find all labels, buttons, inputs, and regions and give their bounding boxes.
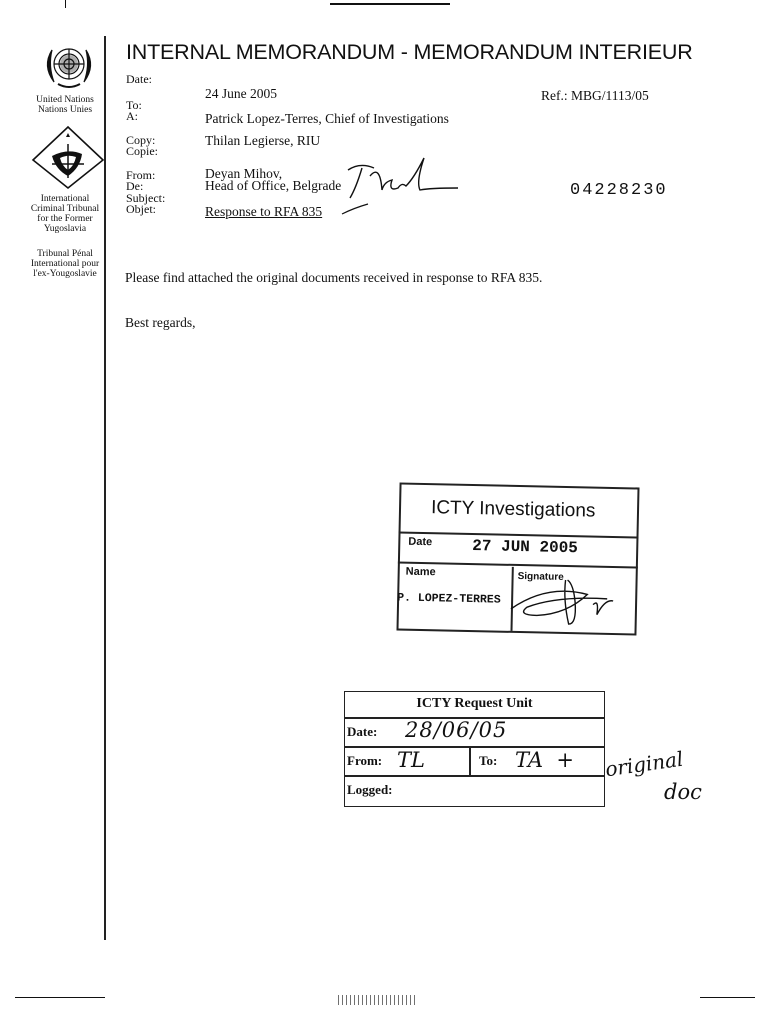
request-unit-date-value: 28/06/05: [405, 718, 508, 742]
body-text: Please find attached the original documents received in response to RFA 835.: [125, 270, 543, 285]
to-value: Patrick Lopez-Terres, Chief of Investigations: [205, 111, 449, 126]
copy-label: Copy:: [126, 133, 156, 147]
scan-mark-top: [330, 3, 450, 5]
tribunal-name-fr-3: l'ex-Yougoslavie: [33, 269, 97, 279]
tribunal-name-en-2: Criminal Tribunal: [30, 204, 100, 214]
un-name-fr: Nations Unies: [37, 105, 93, 115]
document-number: 04228230: [570, 181, 668, 200]
subject-label-fr: Objet:: [126, 202, 156, 216]
request-unit-to-value: TA +: [515, 748, 574, 772]
scan-barcode-fragment: [338, 995, 418, 1005]
tribunal-name-fr-1: Tribunal Pénal: [37, 249, 93, 259]
vertical-divider: [104, 36, 106, 940]
un-name-en: United Nations: [36, 95, 94, 105]
tribunal-name-en-4: Yugoslavia: [43, 224, 87, 234]
request-unit-from-value: TL: [397, 748, 425, 772]
investigations-stamp: [396, 483, 639, 636]
tribunal-name-en-3: for the Former: [37, 214, 93, 224]
closing-text: Best regards,: [125, 315, 196, 330]
request-unit-title: ICTY Request Unit: [416, 696, 533, 711]
date-value: 24 June 2005: [205, 86, 277, 101]
copy-value: Thilan Legierse, RIU: [205, 133, 321, 148]
investigations-name-value: P. LOPEZ-TERRES: [397, 591, 501, 607]
subject-label: Subject:: [126, 191, 166, 205]
from-title: Head of Office, Belgrade: [205, 178, 342, 193]
to-label-fr: A:: [126, 109, 138, 123]
scan-mark-bottom-right: [700, 997, 755, 998]
investigations-date-value: 27 JUN 2005: [472, 537, 579, 558]
investigations-date-label: Date: [408, 535, 433, 549]
scan-mark-bottom-left: [15, 997, 105, 998]
reference-number: Ref.: MBG/1113/05: [541, 88, 649, 103]
request-unit-date-label: Date:: [347, 724, 378, 739]
scan-mark-top-left: [65, 0, 66, 8]
copy-label-fr: Copie:: [126, 144, 158, 158]
un-emblem-icon: [38, 40, 100, 92]
tribunal-name-fr-2: International pour: [30, 259, 100, 269]
sender-signature: [340, 152, 468, 218]
investigations-name-label: Name: [405, 565, 436, 579]
from-label-fr: De:: [126, 179, 144, 193]
investigations-signature: [497, 569, 628, 632]
request-unit-to-label: To:: [479, 753, 498, 768]
investigations-signature-label: Signature: [517, 570, 564, 583]
request-unit-from-label: From:: [347, 753, 383, 768]
handwritten-note-line1: original: [603, 746, 685, 782]
subject-value: Response to RFA 835: [205, 204, 323, 219]
tribunal-name-en-1: International: [40, 194, 90, 204]
to-label: To:: [126, 98, 142, 112]
investigations-stamp-title: ICTY Investigations: [430, 497, 596, 522]
icty-emblem-icon: [30, 124, 106, 190]
memo-title: INTERNAL MEMORANDUM - MEMORANDUM INTERIEUR: [126, 40, 693, 64]
handwritten-note-line2: doc: [664, 780, 702, 804]
request-unit-stamp: [344, 691, 605, 807]
from-label: From:: [126, 168, 156, 182]
request-unit-logged-label: Logged:: [347, 782, 393, 797]
from-name: Deyan Mihov,: [205, 166, 283, 181]
date-label: Date:: [126, 72, 152, 86]
